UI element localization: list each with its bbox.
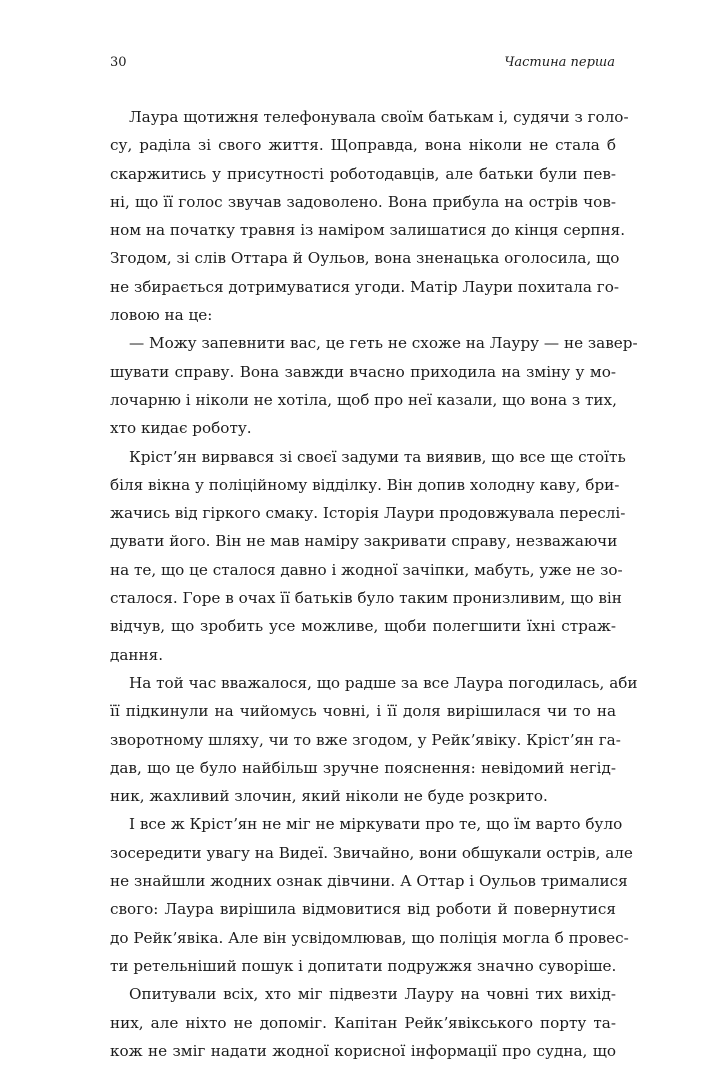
text-line: Крістʼян вирвався зі своєї задуми та виявив, що все ще стоїть (129, 447, 626, 466)
text-line: них, але ніхто не допоміг. Капітан Рейкʼявікського порту та- (110, 1013, 616, 1032)
body-text (110, 103, 638, 1065)
text-line: свого: Лаура вирішила відмовитися від роботи й повернутися (110, 900, 616, 919)
text-line: не знайшли жодних ознак дівчини. А Оттар і Оульов трималися (110, 872, 628, 891)
text-line: жачись від гіркого смаку. Історія Лаури продовжувала переслі- (110, 504, 626, 523)
text-line: ном на початку травня із наміром залишатися до кінця серпня. (110, 221, 626, 240)
page-number: 30 (110, 55, 127, 70)
text-line: ні, що її голос звучав задоволено. Вона прибула на острів чов- (110, 192, 616, 211)
text-line: дав, що це було найбільш зручне пояснення: невідомий негід- (110, 758, 616, 777)
text-line: Лаура щотижня телефонувала своїм батькам і, судячи з голо- (129, 108, 629, 126)
text-line: шувати справу. Вона завжди вчасно приходила на зміну у мо- (110, 362, 616, 381)
text-line: дання. (110, 645, 164, 664)
text-line: сталося. Горе в очах її батьків було таким пронизливим, що він (110, 589, 622, 608)
text-line: скаржитись у присутності роботодавців, але батьки були пев- (110, 164, 616, 183)
text-line: І все ж Крістʼян не міг не міркувати про те, що їм варто було (129, 815, 623, 834)
text-line: зворотному шляху, чи то вже згодом, у Рейкʼявіку. Крістʼян га- (110, 730, 621, 749)
text-line: зосередити увагу на Видеї. Звичайно, вони обшукали острів, але (110, 843, 633, 862)
text-line: ловою на це: (110, 306, 213, 325)
running-head (110, 53, 615, 73)
section-title: Частина перша (504, 55, 615, 70)
text-line: відчув, що зробить усе можливе, щоби полегшити їхні страж- (110, 617, 616, 636)
text-line: не збирається дотримуватися угоди. Матір Лаури похитала го- (110, 277, 619, 296)
text-line: на те, що це сталося давно і жодної зачіпки, мабуть, уже не зо- (110, 560, 623, 579)
text-line: до Рейкʼявіка. Але він усвідомлював, що поліція могла б провес- (110, 928, 629, 947)
text-line: кож не зміг надати жодної корисної інформації про судна, що (110, 1041, 616, 1060)
text-line: її підкинули на чийомусь човні, і її доля вирішилася чи то на (110, 702, 616, 721)
text-line: дувати його. Він не мав наміру закривати справу, незважаючи (110, 532, 618, 551)
text-line: На той час вважалося, що радше за все Лаура погодилась, аби (129, 673, 638, 692)
text-line: ти ретельніший пошук і допитати подружжя значно суворіше. (110, 956, 617, 975)
text-line: Опитували всіх, хто міг підвезти Лауру на човні тих вихід- (129, 985, 616, 1004)
text-line: лочарню і ніколи не хотіла, щоб про неї казали, що вона з тих, (110, 390, 617, 409)
text-line: — Можу запевнити вас, це геть не схоже на Лауру — не завер- (129, 334, 638, 353)
text-line: хто кидає роботу. (110, 419, 252, 438)
text-line: біля вікна у поліційному відділку. Він допив холодну каву, бри- (110, 475, 620, 494)
text-line: Згодом, зі слів Оттара й Оульов, вона зненацька оголосила, що (110, 249, 620, 268)
text-line: су, раділа зі свого життя. Щоправда, вона ніколи не стала б (110, 136, 616, 155)
text-line: ник, жахливий злочин, який ніколи не буде розкрито. (110, 787, 548, 806)
